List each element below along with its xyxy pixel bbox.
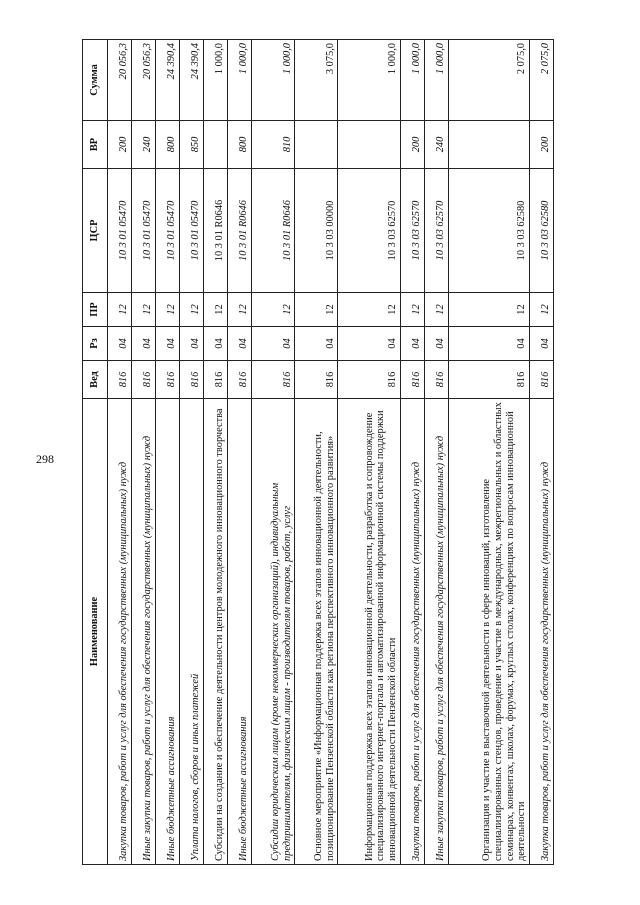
cell-name: Иные закупки товаров, работ и услуг для обеспечения государственных (муниципальных) нужд <box>424 399 448 865</box>
cell-vr: 200 <box>108 121 132 169</box>
table-row <box>132 40 156 865</box>
cell-sum: 1 000,0 <box>338 40 400 121</box>
cell-ved: 816 <box>400 361 424 399</box>
cell-rz: 04 <box>424 327 448 361</box>
cell-rz: 04 <box>400 327 424 361</box>
header-pr: ПР <box>83 293 108 327</box>
header-row <box>83 40 108 865</box>
cell-sum: 1 000,0 <box>424 40 448 121</box>
cell-vr: 200 <box>529 121 553 169</box>
cell-csr: 10 3 01 05470 <box>108 169 132 293</box>
cell-csr: 10 3 03 62570 <box>338 169 400 293</box>
cell-ved: 816 <box>448 361 529 399</box>
cell-ved: 816 <box>132 361 156 399</box>
header-rz: Рз <box>83 327 108 361</box>
cell-pr: 12 <box>204 293 228 327</box>
cell-pr: 12 <box>400 293 424 327</box>
cell-pr: 12 <box>180 293 204 327</box>
cell-name: Закупка товаров, работ и услуг для обеспечения государственных (муниципальных) нужд <box>529 399 553 865</box>
cell-sum: 20 056,3 <box>132 40 156 121</box>
table-row <box>108 40 132 865</box>
cell-vr: 850 <box>180 121 204 169</box>
cell-rz: 04 <box>228 327 252 361</box>
cell-name: Иные бюджетные ассигнования <box>156 399 180 865</box>
cell-pr: 12 <box>108 293 132 327</box>
cell-pr: 12 <box>156 293 180 327</box>
cell-name: Субсидии юридическим лицам (кроме некоммерческих организаций), индивидуальным предпринимателям, физическим лицам - производителям товаров, работ, услуг <box>252 399 295 865</box>
table-row <box>424 40 448 865</box>
cell-csr: 10 3 01 R0646 <box>252 169 295 293</box>
cell-pr: 12 <box>338 293 400 327</box>
cell-name: Основное мероприятие «Информационная поддержка всех этапов инновационной деятельности, позиционирование Пензенской области как региона перспективного инновационного развития» <box>295 399 338 865</box>
cell-ved: 816 <box>180 361 204 399</box>
cell-vr: 240 <box>132 121 156 169</box>
cell-name: Иные закупки товаров, работ и услуг для обеспечения государственных (муниципальных) нужд <box>132 399 156 865</box>
cell-sum: 24 390,4 <box>180 40 204 121</box>
cell-name: Закупка товаров, работ и услуг для обеспечения государственных (муниципальных) нужд <box>108 399 132 865</box>
cell-name: Организация и участие в выставочной деятельности в сфере инноваций, изготовление специализированных стендов, проведение и участие в международных, межрегиональных и областных семинарах, конвентах, школах, форумах, круглых столах, конференциях по вопросам инновационной деятельности <box>448 399 529 865</box>
cell-rz: 04 <box>108 327 132 361</box>
cell-csr: 10 3 03 62570 <box>400 169 424 293</box>
cell-csr: 10 3 03 00000 <box>295 169 338 293</box>
cell-vr: 200 <box>400 121 424 169</box>
cell-sum: 2 075,0 <box>529 40 553 121</box>
cell-vr <box>338 121 400 169</box>
cell-rz: 04 <box>204 327 228 361</box>
cell-vr <box>204 121 228 169</box>
cell-sum: 20 056,3 <box>108 40 132 121</box>
cell-sum: 1 000,0 <box>400 40 424 121</box>
cell-name: Уплата налогов, сборов и иных платежей <box>180 399 204 865</box>
cell-ved: 816 <box>424 361 448 399</box>
cell-sum: 1 000,0 <box>228 40 252 121</box>
header-name: Наименование <box>83 399 108 865</box>
cell-name: Иные бюджетные ассигнования <box>228 399 252 865</box>
cell-name: Субсидии на создание и обеспечение деятельности центров молодежного инновационного творчества <box>204 399 228 865</box>
cell-sum: 1 000,0 <box>252 40 295 121</box>
cell-csr: 10 3 03 62570 <box>424 169 448 293</box>
cell-csr: 10 3 01 05470 <box>132 169 156 293</box>
cell-pr: 12 <box>132 293 156 327</box>
cell-rz: 04 <box>156 327 180 361</box>
cell-csr: 10 3 01 R0646 <box>204 169 228 293</box>
table-row <box>338 40 400 865</box>
table-row <box>180 40 204 865</box>
header-ved: Вед <box>83 361 108 399</box>
cell-ved: 816 <box>252 361 295 399</box>
cell-vr: 810 <box>252 121 295 169</box>
cell-rz: 04 <box>448 327 529 361</box>
cell-pr: 12 <box>529 293 553 327</box>
page-number: 298 <box>36 452 54 466</box>
table-row <box>400 40 424 865</box>
cell-ved: 816 <box>529 361 553 399</box>
cell-ved: 816 <box>228 361 252 399</box>
cell-csr: 10 3 01 05470 <box>156 169 180 293</box>
cell-pr: 12 <box>448 293 529 327</box>
cell-sum: 2 075,0 <box>448 40 529 121</box>
cell-pr: 12 <box>228 293 252 327</box>
header-sum: Сумма <box>83 40 108 121</box>
header-csr: ЦСР <box>83 169 108 293</box>
cell-sum: 3 075,0 <box>295 40 338 121</box>
cell-name: Закупка товаров, работ и услуг для обеспечения государственных (муниципальных) нужд <box>400 399 424 865</box>
cell-pr: 12 <box>295 293 338 327</box>
cell-ved: 816 <box>295 361 338 399</box>
table-row <box>228 40 252 865</box>
table-row <box>529 40 553 865</box>
table-row <box>252 40 295 865</box>
cell-name: Информационная поддержка всех этапов инновационной деятельности, разработка и сопровождение специализированного интернет-портала и автоматизированной информационной системы поддержки инновационной деятельности Пензенской области <box>338 399 400 865</box>
cell-vr: 800 <box>156 121 180 169</box>
cell-vr: 800 <box>228 121 252 169</box>
table-row <box>448 40 529 865</box>
cell-ved: 816 <box>108 361 132 399</box>
cell-rz: 04 <box>252 327 295 361</box>
cell-ved: 816 <box>338 361 400 399</box>
cell-csr: 10 3 01 R0646 <box>228 169 252 293</box>
cell-pr: 12 <box>252 293 295 327</box>
table-row <box>156 40 180 865</box>
cell-rz: 04 <box>529 327 553 361</box>
table-row <box>204 40 228 865</box>
cell-csr: 10 3 01 05470 <box>180 169 204 293</box>
cell-rz: 04 <box>295 327 338 361</box>
rotated-table-area <box>82 40 554 865</box>
cell-ved: 816 <box>156 361 180 399</box>
cell-csr: 10 3 03 62580 <box>529 169 553 293</box>
cell-rz: 04 <box>180 327 204 361</box>
cell-vr: 240 <box>424 121 448 169</box>
cell-vr <box>295 121 338 169</box>
cell-rz: 04 <box>132 327 156 361</box>
cell-csr: 10 3 03 62580 <box>448 169 529 293</box>
cell-sum: 24 390,4 <box>156 40 180 121</box>
table-row <box>295 40 338 865</box>
cell-ved: 816 <box>204 361 228 399</box>
cell-rz: 04 <box>338 327 400 361</box>
cell-sum: 1 000,0 <box>204 40 228 121</box>
budget-table <box>82 39 554 865</box>
header-vr: ВР <box>83 121 108 169</box>
cell-pr: 12 <box>424 293 448 327</box>
cell-vr <box>448 121 529 169</box>
